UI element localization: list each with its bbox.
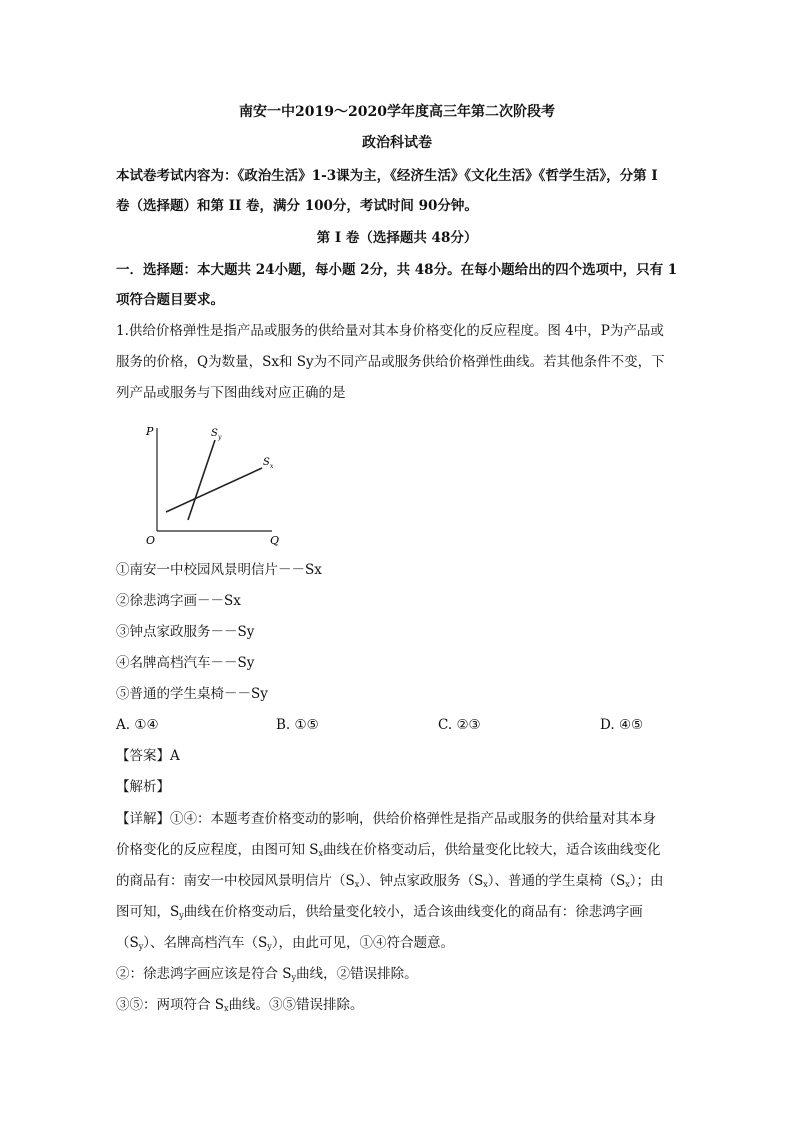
exam-title: 南安一中2019～2020学年度高三年第二次阶段考 bbox=[239, 104, 555, 120]
detail-subscript: x bbox=[224, 1004, 229, 1013]
curve-sx bbox=[166, 468, 262, 512]
curve-sy bbox=[188, 440, 215, 520]
detail-text: 的商品有：南安一中校园风景明信片（S bbox=[116, 873, 355, 889]
detail-text: 图可知，S bbox=[116, 904, 180, 920]
detail-line-5 bbox=[116, 933, 682, 957]
option-a-letter: A. bbox=[116, 717, 131, 733]
option-d-text: ④⑤ bbox=[618, 717, 644, 733]
detail-subscript: y bbox=[138, 942, 144, 951]
detail-text: 价格变化的反应程度，由图可知 S bbox=[116, 842, 319, 858]
option-d bbox=[600, 715, 643, 735]
section-instructions-2: 项符合题目要求。 bbox=[116, 292, 224, 308]
detail-text: （S bbox=[116, 935, 139, 951]
question-stem-2: 服务的价格，Q为数量，Sx和 Sy为不同产品或服务供给价格弹性曲线。若其他条件不变，下 bbox=[116, 354, 665, 370]
curve-sy-label: S bbox=[211, 428, 218, 439]
detail-text: ）、普通的学生桌椅（S bbox=[487, 873, 626, 889]
detail-text: ）；由 bbox=[629, 873, 664, 889]
option-c bbox=[438, 715, 481, 735]
detail-subscript: y bbox=[291, 973, 297, 982]
origin-label: O bbox=[146, 534, 156, 547]
option-c-text: ②③ bbox=[456, 717, 481, 733]
detail-subscript: x bbox=[354, 880, 360, 889]
option-b-letter: B. bbox=[276, 717, 291, 733]
detail-subscript: x bbox=[625, 880, 630, 889]
curve-sy-sub: y bbox=[218, 434, 222, 441]
option-a bbox=[116, 715, 159, 735]
option-a-text: ①④ bbox=[134, 717, 159, 733]
detail-text: 曲线。③⑤错误排除。 bbox=[228, 997, 364, 1013]
curve-sx-label: S bbox=[263, 457, 270, 468]
detail-text: ③⑤：两项符合 S bbox=[116, 997, 225, 1013]
curve-sx-sub: x bbox=[270, 463, 274, 470]
detail-subscript: x bbox=[318, 849, 324, 858]
item-2: ②徐悲鸿字画－－Sx bbox=[116, 593, 241, 609]
option-b-text: ①⑤ bbox=[294, 717, 319, 733]
detail-text: ），由此可见，①④符合题意。 bbox=[271, 935, 455, 951]
detail-line-1: 【详解】①④：本题考查价格变动的影响，供给价格弹性是指产品或服务的供给量对其本身 bbox=[116, 811, 656, 827]
detail-text: ②：徐悲鸿字画应该是符合 S bbox=[116, 966, 292, 982]
axis-q-label: Q bbox=[270, 534, 280, 547]
answer: 【答案】A bbox=[116, 748, 180, 764]
detail-subscript: x bbox=[483, 880, 488, 889]
detail-line-4 bbox=[116, 902, 682, 926]
exam-subtitle: 政治科试卷 bbox=[362, 135, 432, 151]
item-1: ①南安一中校园风景明信片－－Sx bbox=[116, 562, 322, 578]
detail-subscript: y bbox=[267, 942, 272, 951]
analysis-label: 【解析】 bbox=[116, 779, 170, 795]
option-b bbox=[276, 715, 319, 735]
intro-line-2: 卷（选择题）和第 II 卷，满分 100分，考试时间 90分钟。 bbox=[116, 198, 478, 214]
item-4: ④名牌高档汽车－－Sy bbox=[116, 655, 255, 671]
section-instructions-1: 一．选择题：本大题共 24小题，每小题 2分，共 48分。在每小题给出的四个选项中，只有 1 bbox=[116, 262, 678, 278]
detail-subscript: y bbox=[179, 911, 184, 920]
detail-text: ）、钟点家政服务（S bbox=[359, 873, 484, 889]
detail-line-6 bbox=[116, 964, 682, 988]
question-stem-3: 列产品或服务与下图曲线对应正确的是 bbox=[116, 385, 346, 401]
detail-line-7 bbox=[116, 995, 682, 1019]
axis-p-label: P bbox=[146, 425, 154, 438]
supply-elasticity-figure bbox=[140, 418, 290, 553]
option-c-letter: C. bbox=[438, 717, 453, 733]
option-d-letter: D. bbox=[600, 717, 615, 733]
detail-text: 曲线在价格变动后，供给量变化较小，适合该曲线变化的商品有：徐悲鸿字画 bbox=[183, 904, 643, 920]
question-stem-1: 1.供给价格弹性是指产品或服务的供给量对其本身价格变化的反应程度。图 4中，P为产品或 bbox=[116, 323, 664, 339]
item-3: ③钟点家政服务－－Sy bbox=[116, 624, 255, 640]
item-5: ⑤普通的学生桌椅－－Sy bbox=[116, 686, 268, 702]
section-title: 第 I 卷（选择题共 48分） bbox=[316, 230, 478, 246]
detail-text: ）、名牌高档汽车（S bbox=[143, 935, 268, 951]
detail-text: 曲线在价格变动后，供给量变化比较大，适合该曲线变化 bbox=[323, 842, 661, 858]
detail-text: 曲线，②错误排除。 bbox=[296, 966, 418, 982]
detail-line-3 bbox=[116, 871, 682, 895]
detail-line-2 bbox=[116, 840, 682, 864]
intro-line-1: 本试卷考试内容为：《政治生活》1-3课为主，《经济生活》《文化生活》《哲学生活》，分第 I bbox=[116, 168, 658, 184]
